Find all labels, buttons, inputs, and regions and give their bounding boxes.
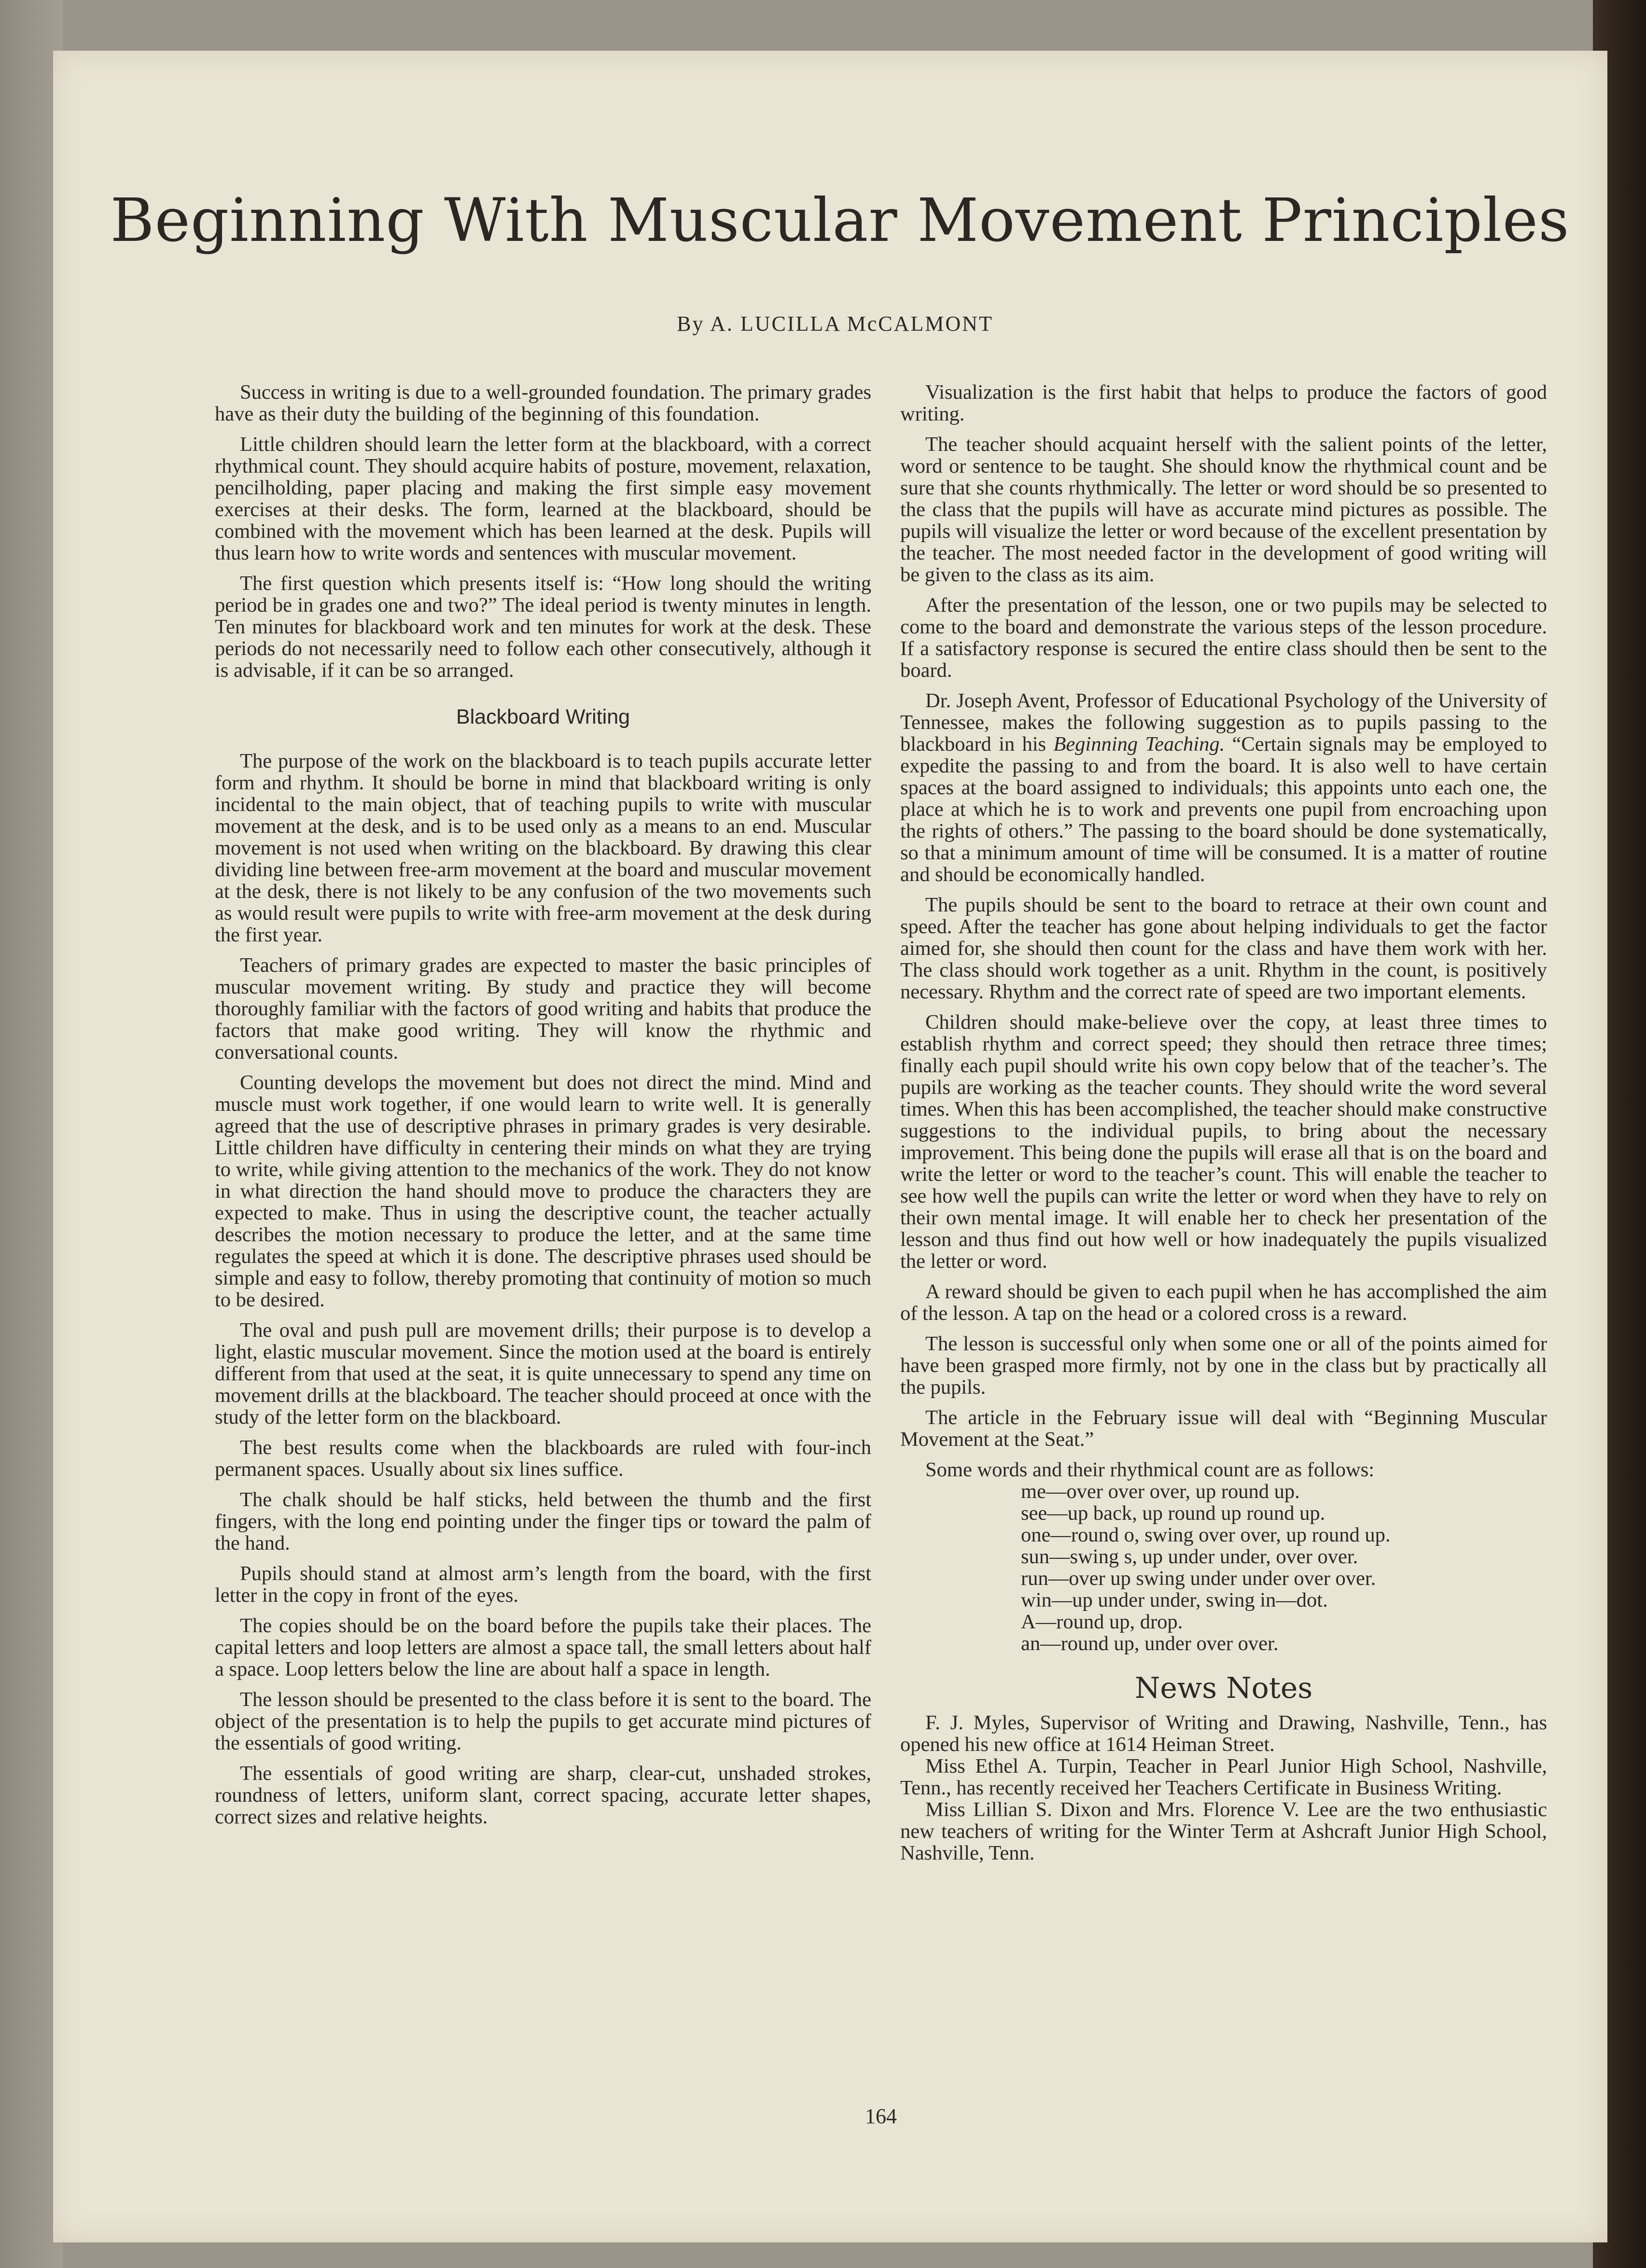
paragraph: The best results come when the blackboards are ruled with four-inch permanent spaces. Usually about six lines suffice.: [215, 1436, 871, 1481]
count-item: A—round up, drop.: [1021, 1610, 1183, 1633]
paragraph-text: “Certain signals may be employed to expedite the passing to and from the board. It is also well to have certain spaces at the board assigned to individuals; this appoints unto each one, the place at which he is to work and prevents one pupil from encroaching upon the rights of others.” The passing to the board should be done systematically, so that a minimum amount of time will be consumed. It is a matter of routine and should be economically handled.: [900, 733, 1547, 886]
paragraph: The first question which presents itself is: “How long should the writing period be in grades one and two?” The ideal period is twenty minutes in length. Ten minutes for blackboard work and ten minutes for work at the desk. These periods do not necessarily need to follow each other consecutively, although it is advisable, if it can be so arranged.: [215, 572, 871, 682]
paragraph: The lesson is successful only when some one or all of the points aimed for have been grasped more firmly, not by one in the class but by practically all the pupils.: [900, 1332, 1547, 1399]
paragraph: After the presentation of the lesson, one or two pupils may be selected to come to the board and demonstrate the various steps of the lesson procedure. If a satisfactory response is secured the entire class should then be sent to the board.: [900, 594, 1547, 682]
count-item: me—over over over, up round up.: [1021, 1480, 1300, 1503]
paragraph: The article in the February issue will deal with “Beginning Muscular Movement at the Seat.”: [900, 1406, 1547, 1451]
book-title: Beginning Teaching.: [1053, 733, 1225, 756]
paragraph: The essentials of good writing are sharp, clear-cut, unshaded strokes, roundness of letters, uniform slant, correct spacing, accurate letter shapes, correct sizes and relative heights.: [215, 1762, 871, 1828]
news-item: F. J. Myles, Supervisor of Writing and Drawing, Nashville, Tenn., has opened his new office at 1614 Heiman Street.: [900, 1711, 1547, 1756]
paragraph: Teachers of primary grades are expected to master the basic principles of muscular movement writing. By study and practice they will become thoroughly familiar with the factors of good writing and habits that produce the factors that make good writing. They will know the rhythmic and conversational counts.: [215, 954, 871, 1064]
paragraph: Pupils should stand at almost arm’s length from the board, with the first letter in the copy in front of the eyes.: [215, 1562, 871, 1607]
page-number: 164: [865, 2104, 897, 2128]
section-heading: Blackboard Writing: [456, 705, 630, 728]
count-item: sun—swing s, up under under, over over.: [1021, 1545, 1358, 1568]
article-byline: By A. LUCILLA McCALMONT: [677, 312, 993, 336]
paragraph: Some words and their rhythmical count are as follows:: [925, 1458, 1375, 1481]
paragraph: A reward should be given to each pupil when he has accomplished the aim of the lesson. A tap on the head or a colored cross is a reward.: [900, 1280, 1547, 1325]
count-item: win—up under under, swing in—dot.: [1021, 1589, 1328, 1611]
paragraph: [900, 690, 1547, 885]
paragraph: Success in writing is due to a well-grounded foundation. The primary grades have as their duty the building of the beginning of this foundation.: [215, 381, 871, 425]
article-title: Beginning With Muscular Movement Principles: [110, 186, 1570, 255]
count-item: an—round up, under over over.: [1021, 1632, 1279, 1655]
rhythmical-count-list: [1021, 1481, 1547, 1654]
left-column: [215, 381, 871, 1836]
paragraph: The pupils should be sent to the board to retrace at their own count and speed. After the teacher has gone about helping individuals to get the factor aimed for, she should then count for the class and have them work with her. The class should work together as a unit. Rhythm in the count, is positively necessary. Rhythm and the correct rate of speed are two important elements.: [900, 894, 1547, 1003]
paragraph: Visualization is the first habit that helps to produce the factors of good writing.: [900, 381, 1547, 425]
count-item: see—up back, up round up round up.: [1021, 1502, 1325, 1525]
news-notes-heading: News Notes: [1134, 1671, 1313, 1705]
paragraph: Little children should learn the letter form at the blackboard, with a correct rhythmical count. They should acquire habits of posture, movement, relaxation, pencilholding, paper placing and making the first simple easy movement exercises at their desks. The form, learned at the blackboard, should be combined with the movement which has been learned at the desk. Pupils will thus learn how to write words and sentences with muscular movement.: [215, 433, 871, 564]
paragraph: Counting develops the movement but does not direct the mind. Mind and muscle must work together, if one would learn to write well. It is generally agreed that the use of descriptive phrases in primary grades is very desirable. Little children have difficulty in centering their minds on what they are trying to write, while giving attention to the mechanics of the work. They do not know in what direction the hand should move to produce the characters they are expected to make. Thus in using the descriptive count, the teacher actually describes the motion necessary to produce the letter, and at the same time regulates the speed at which it is done. The descriptive phrases used should be simple and easy to follow, thereby promoting that continuity of motion so much to be desired.: [215, 1071, 871, 1311]
paragraph: Children should make-believe over the copy, at least three times to establish rhythm and correct speed; they should then retrace three times; finally each pupil should write his own copy below that of the teacher’s. The pupils are working as the teacher counts. They should write the word several times. When this has been accomplished, the teacher should make constructive suggestions to the individual pupils, to bring about the necessary improvement. This being done the pupils will erase all that is on the board and write the letter or word to the teacher’s count. This will enable the teacher to see how well the pupils can write the letter or word when they have to rely on their own mental image. It will enable her to check her presentation of the lesson and thus find out how well or how inadequately the pupils visualized the letter or word.: [900, 1011, 1547, 1273]
paragraph: The copies should be on the board before the pupils take their places. The capital letters and loop letters are almost a space tall, the small letters about half a space. Loop letters below the line are about half a space in length.: [215, 1614, 871, 1680]
paragraph: The lesson should be presented to the class before it is sent to the board. The object of the presentation is to help the pupils to get accurate mind pictures of the essentials of good writing.: [215, 1688, 871, 1754]
paragraph: The oval and push pull are movement drills; their purpose is to develop a light, elastic muscular movement. Since the motion used at the board is entirely different from that used at the seat, it is quite unnecessary to spend any time on movement drills at the blackboard. The teacher should proceed at once with the study of the letter form on the blackboard.: [215, 1319, 871, 1428]
paragraph-text: Dr. Joseph Avent, Professor of Educational Psychology of the University of Tennessee, makes the following suggestion as to pupils passing to the blackboard in his: [900, 689, 1547, 756]
count-item: run—over up swing under under over over.: [1021, 1567, 1376, 1590]
count-item: one—round o, swing over over, up round up.: [1021, 1524, 1391, 1546]
paragraph: The purpose of the work on the blackboard is to teach pupils accurate letter form and rhythm. It should be borne in mind that blackboard writing is only incidental to the main object, that of teaching pupils to write with muscular movement at the desk, and is to be used only as a means to an end. Muscular movement is not used when writing on the blackboard. By drawing this clear dividing line between free-arm movement at the board and muscular movement at the desk, there is not likely to be any confusion of the two movements such as would result were pupils to write with free-arm movement at the desk during the first year.: [215, 750, 871, 946]
paragraph: The teacher should acquaint herself with the salient points of the letter, word or sentence to be taught. She should know the rhythmical count and be sure that she counts rhythmically. The letter or word should be so presented to the class that the pupils will have as accurate mind pictures as possible. The pupils will visualize the letter or word because of the excellent presentation by the teacher. The most needed factor in the development of good writing will be given to the class as its aim.: [900, 433, 1547, 586]
news-item: Miss Lillian S. Dixon and Mrs. Florence V. Lee are the two enthusiastic new teachers of writing for the Winter Term at Ashcraft Junior High School, Nashville, Tenn.: [900, 1798, 1547, 1864]
paragraph: The chalk should be half sticks, held between the thumb and the first fingers, with the long end pointing under the finger tips or toward the palm of the hand.: [215, 1488, 871, 1554]
right-column: [900, 381, 1547, 1864]
news-item: Miss Ethel A. Turpin, Teacher in Pearl Junior High School, Nashville, Tenn., has recently received her Teachers Certificate in Business Writing.: [900, 1755, 1547, 1799]
news-notes: [900, 1712, 1547, 1864]
